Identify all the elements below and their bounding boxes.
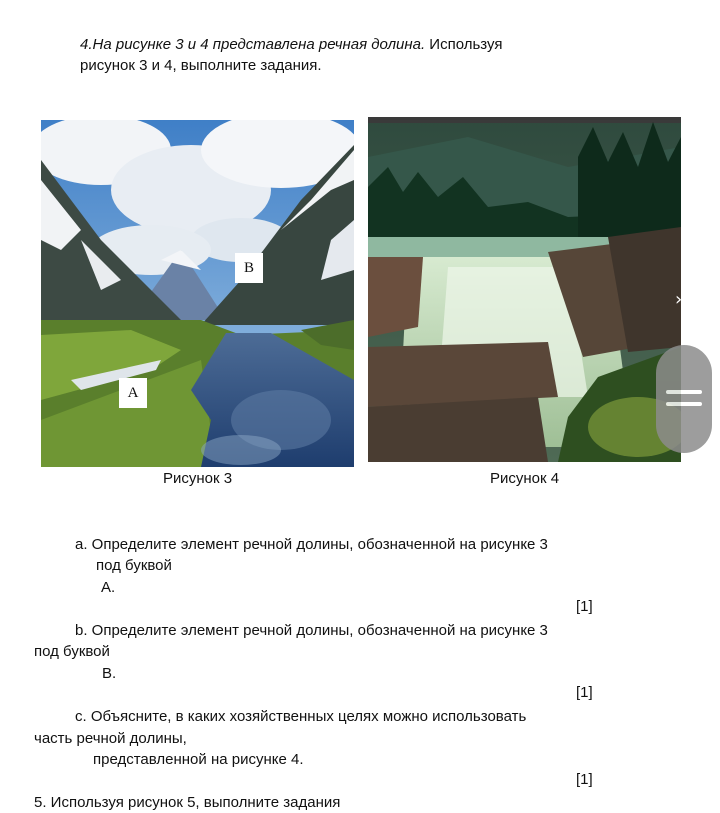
question-b-score: [1] — [576, 684, 593, 701]
question-c-line1: c. Объясните, в каких хозяйственных целях можно использовать — [75, 708, 527, 725]
question-c-line3: представленной на рисунке 4. — [93, 751, 304, 768]
question-c-line2: часть речной долины, — [34, 730, 187, 747]
task-title-italic: На рисунке 3 и 4 представлена речная долина. — [92, 36, 426, 53]
task-title-line — [80, 34, 640, 55]
question-b-line2: под буквой — [34, 643, 110, 660]
question-a-line1: a. Определите элемент речной долины, обозначенной на рисунке 3 — [75, 536, 548, 553]
marker-b: B — [235, 253, 263, 283]
chevron-right-icon[interactable]: › — [675, 289, 683, 310]
question-c-score: [1] — [576, 771, 593, 788]
question-a-line3: A. — [101, 579, 116, 596]
question-a-score: [1] — [576, 598, 593, 615]
task-line2: рисунок 3 и 4, выполните задания. — [80, 57, 322, 74]
task-title-rest: Используя — [425, 36, 503, 53]
next-task-line: 5. Используя рисунок 5, выполните задания — [34, 794, 341, 811]
scroll-handle-icon[interactable] — [656, 345, 712, 453]
task-number: 4. — [80, 36, 93, 53]
figure-4-caption: Рисунок 4 — [489, 470, 560, 487]
figure-3-image — [41, 120, 354, 467]
figure-3-caption: Рисунок 3 — [162, 470, 233, 487]
question-b-line1: b. Определите элемент речной долины, обозначенной на рисунке 3 — [75, 622, 548, 639]
question-a-line2: под буквой — [96, 557, 172, 574]
marker-a: A — [119, 378, 147, 408]
figure-4-image — [368, 117, 681, 462]
question-b-line3: B. — [102, 665, 117, 682]
task-intro — [80, 34, 640, 76]
